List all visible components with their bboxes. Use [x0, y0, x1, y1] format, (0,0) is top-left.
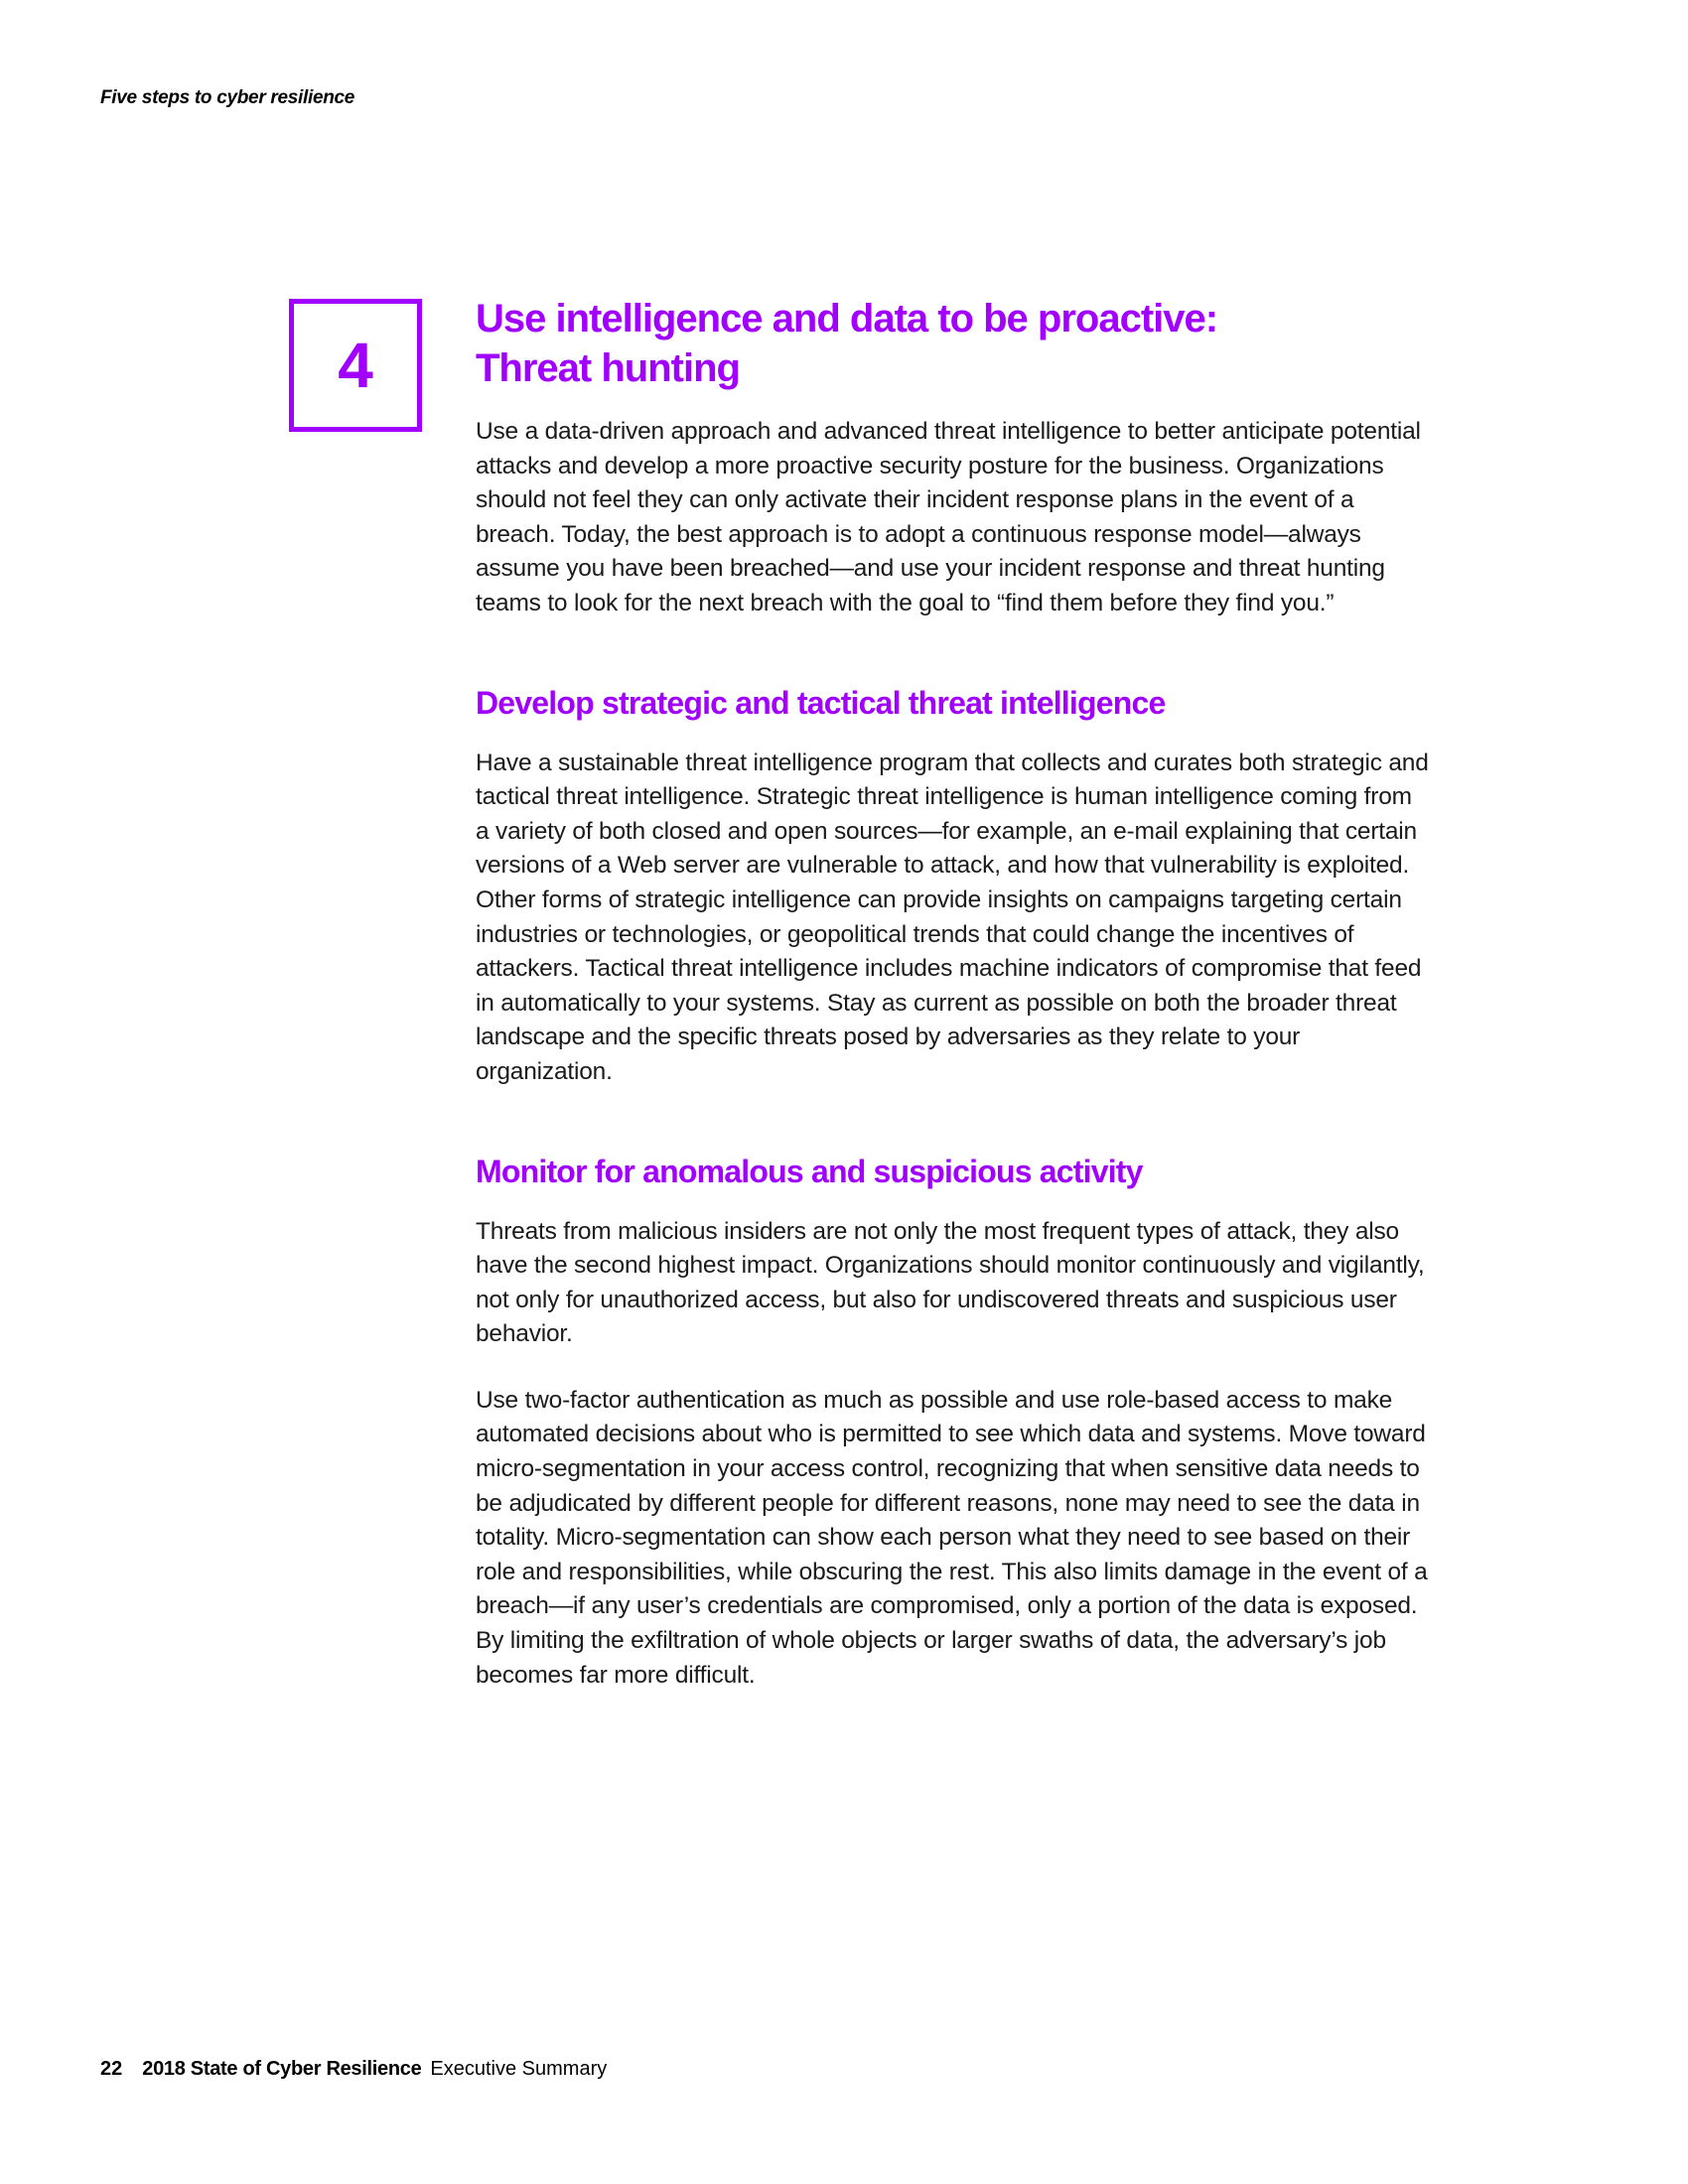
step-title-line-1: Use intelligence and data to be proactive: — [476, 297, 1218, 341]
page-footer — [100, 2058, 607, 2081]
monitor-paragraph-2: Use two-factor authentication as much as possible and use role-based access to make automated decisions about who is permitted to see which data and systems. Move toward micro-segmentation in your access control, recognizing that when sensitive data needs to be adjudicated by different people for different reasons, none may need to see the data in totality. Micro-segmentation can show each person what they need to see based on their role and responsibilities, while obscuring the rest. This also limits damage in the event of a breach—if any user’s credentials are compromised, only a portion of the data is exposed. By limiting the exfiltration of whole objects or larger swaths of data, the adversary’s job becomes far more difficult. — [476, 1386, 1428, 1689]
section-heading-monitor: Monitor for anomalous and suspicious activity — [476, 1153, 1143, 1189]
document-title: 2018 State of Cyber Resilience — [142, 2058, 422, 2080]
step-number: 4 — [338, 330, 373, 401]
threat-intelligence-paragraph: Have a sustainable threat intelligence program that collects and curates both strategic and tactical threat intelligence. Strategic threat intelligence is human intelligence coming from a variety of both closed and open sources—for example, an e-mail explaining that certain versions of a Web server are vulnerable to attack, and how that vulnerability is exploited. Other forms of strategic intelligence can provide insights on campaigns targeting certain industries or technologies, or geopolitical trends that could change the incentives of attackers. Tactical threat intelligence includes machine indicators of compromise that feed in automatically to your systems. Stay as current as possible on both the broader threat landscape and the specific threats posed by adversaries as they relate to your organization. — [476, 749, 1429, 1085]
page-number: 22 — [100, 2058, 123, 2080]
step-number-box — [289, 299, 422, 432]
step-title-line-2: Threat hunting — [476, 346, 740, 390]
section-heading-threat-intelligence: Develop strategic and tactical threat intelligence — [476, 684, 1166, 721]
running-header: Five steps to cyber resilience — [100, 87, 355, 108]
monitor-paragraph-1: Threats from malicious insiders are not only the most frequent types of attack, they also have the second highest impact. Organizations should monitor continuously and vigilantly, not only for unauthorized access, but also for undiscovered threats and suspicious user behavior. — [476, 1217, 1425, 1348]
document-subtitle: Executive Summary — [430, 2058, 608, 2080]
intro-paragraph: Use a data-driven approach and advanced threat intelligence to better anticipate potential attacks and develop a more proactive security posture for the business. Organizations should not feel they can only activate their incident response plans in the event of a breach. Today, the best approach is to adopt a continuous response model—always assume you have been breached—and use your incident response and threat hunting teams to look for the next breach with the goal to “find them before they find you.” — [476, 418, 1421, 616]
main-content — [476, 294, 1429, 1693]
step-title — [476, 294, 1429, 393]
